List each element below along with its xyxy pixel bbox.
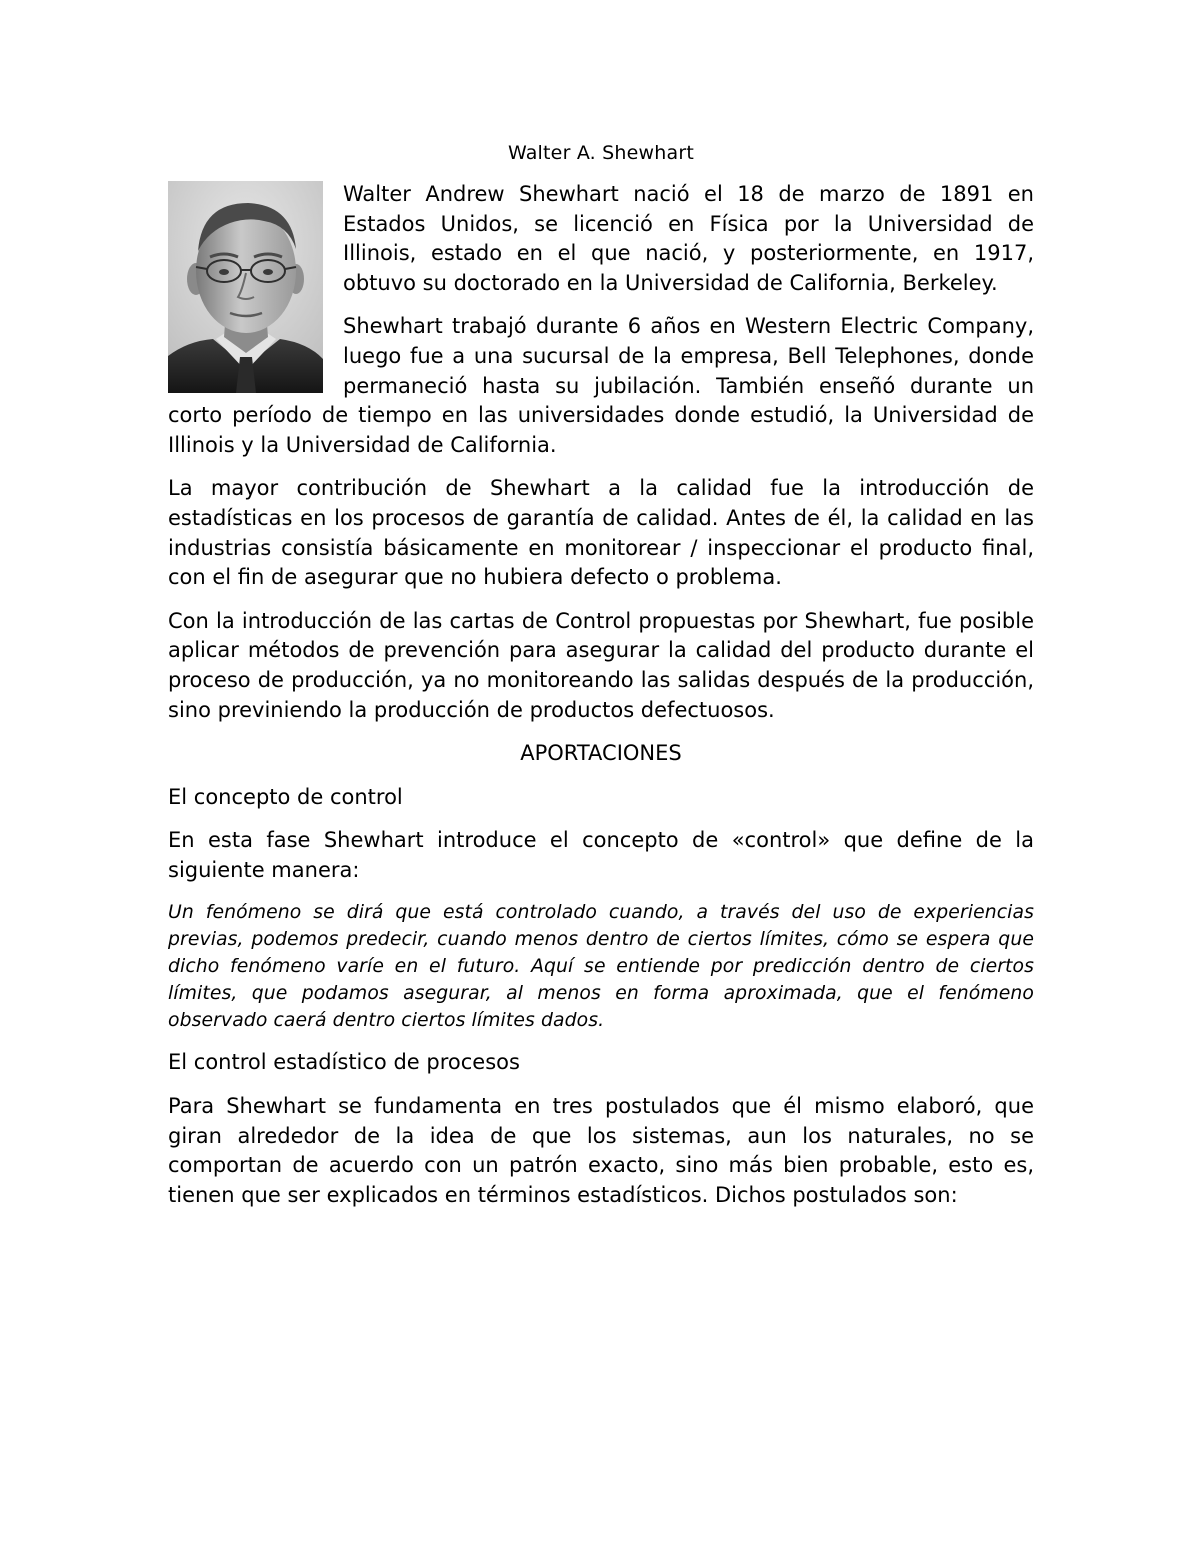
control-charts-paragraph: Con la introducción de las cartas de Control propuestas por Shewhart, fue posible aplicar métodos de prevención para asegurar la calidad del producto durante el proceso de producción, ya no monitoreando las salidas después de la producción, sino previniendo la producción de productos defectuosos. xyxy=(168,608,1034,722)
portrait-photo xyxy=(168,181,323,393)
document-title: Walter A. Shewhart xyxy=(507,142,695,164)
bio-paragraph-1: Walter Andrew Shewhart nació el 18 de marzo de 1891 en Estados Unidos, se licenció en Física por la Universidad de Illinois, estado en el que nació, y posteriormente, en 1917, obtuvo su doctorado en la Universidad de California, Berkeley. xyxy=(343,182,1034,295)
section-heading: APORTACIONES xyxy=(520,741,682,766)
control-definition-quote: Un fenómeno se dirá que está controlado cuando, a través del uso de experiencias previas, podemos predecir, cuando menos dentro de ciertos límites, cómo se espera que dicho fenómeno varíe en el futuro. Aquí se entiende por predicción dentro de ciertos límites, que podamos asegurar, al menos en forma aproximada, que el fenómeno observado caerá dentro ciertos límites dados. xyxy=(168,902,1034,1032)
contribution-paragraph: La mayor contribución de Shewhart a la calidad fue la introducción de estadísticas en los procesos de garantía de calidad. Antes de él, la calidad en las industrias consistía básicamente en monitorear / inspeccionar el producto final, con el fin de asegurar que no hubiera defecto o problema. xyxy=(168,476,1034,590)
subsection-heading-control: El concepto de control xyxy=(168,784,403,809)
document-page xyxy=(168,138,1034,1210)
subsection-heading-spc: El control estadístico de procesos xyxy=(168,1050,520,1075)
bio-paragraph-2: Shewhart trabajó durante 6 años en Western Electric Company, luego fue a una sucursal de la empresa, Bell Telephones, donde permaneció hasta su jubilación. También enseñó durante un corto período de tiempo en las universidades donde estudió, la Universidad de Illinois y la Universidad de California. xyxy=(168,314,1034,457)
spc-paragraph: Para Shewhart se fundamenta en tres postulados que él mismo elaboró, que giran alrededor de la idea de que los sistemas, aun los naturales, no se comportan de acuerdo con un patrón exacto, sino más bien probable, esto es, tienen que ser explicados en términos estadísticos. Dichos postulados son: xyxy=(168,1094,1034,1207)
control-intro-paragraph: En esta fase Shewhart introduce el concepto de «control» que define de la siguiente manera: xyxy=(168,828,1034,882)
